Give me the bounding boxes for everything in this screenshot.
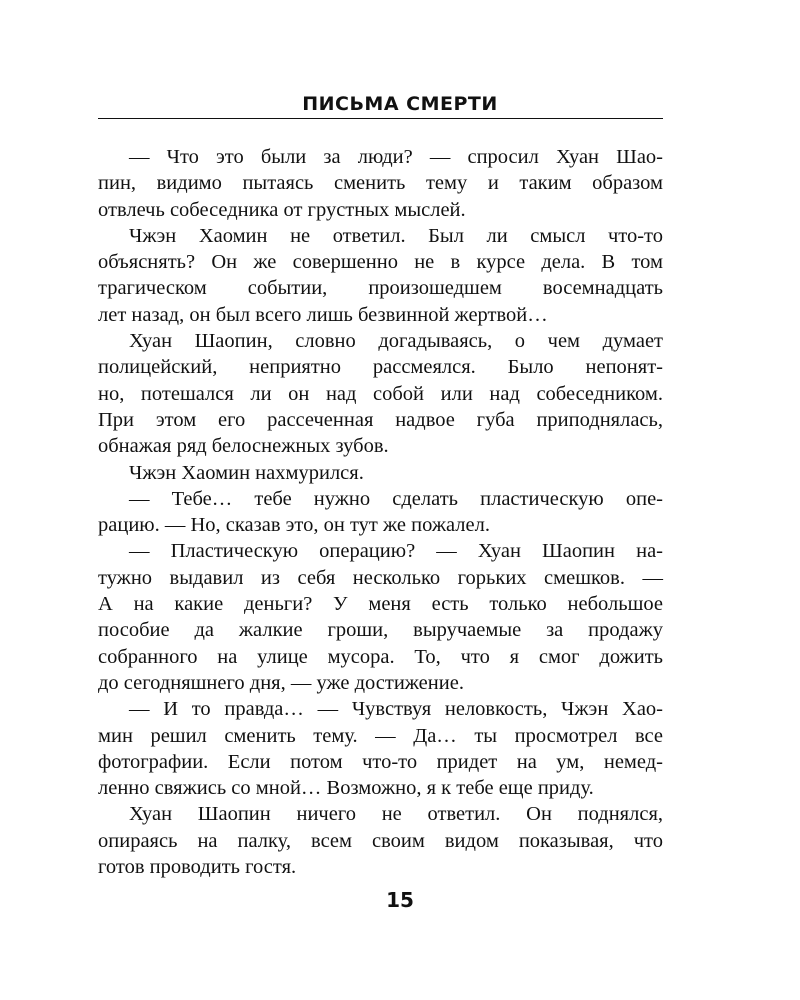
text-line: А на какие деньги? У меня есть только небольшое: [98, 593, 663, 616]
text-line: При этом его рассеченная надвое губа приподнялась,: [98, 408, 663, 431]
text-line: но, потешался ли он над собой или над собеседником.: [98, 382, 663, 405]
text-line: трагическом событии, произошедшем восемнадцать: [98, 277, 663, 300]
text-line: — Пластическую операцию? — Хуан Шаопин на-: [129, 540, 663, 563]
page-number: 15: [386, 888, 414, 912]
text-line: готов проводить гостя.: [98, 856, 297, 879]
text-line: собранного на улице мусора. То, что я смог дожить: [98, 645, 663, 668]
text-line: опираясь на палку, всем своим видом показывая, что: [98, 829, 663, 852]
text-line: обнажая ряд белоснежных зубов.: [98, 435, 389, 458]
text-line: — Тебе… тебе нужно сделать пластическую опе-: [129, 487, 663, 510]
text-line: тужно выдавил из себя несколько горьких смешков. —: [98, 566, 663, 589]
body-text: [98, 144, 663, 880]
text-line: пин, видимо пытаясь сменить тему и таким образом: [98, 172, 663, 195]
header-rule: [98, 118, 663, 119]
text-line: отвлечь собеседника от грустных мыслей.: [98, 198, 466, 221]
text-line: лет назад, он был всего лишь безвинной жертвой…: [98, 303, 548, 326]
text-line: фотографии. Если потом что-то придет на ум, немед-: [98, 750, 663, 773]
text-line: пособие да жалкие гроши, выручаемые за продажу: [98, 619, 663, 642]
text-line: до сегодняшнего дня, — уже достижение.: [98, 671, 464, 694]
text-line: мин решил сменить тему. — Да… ты просмотрел все: [98, 724, 663, 747]
text-line: рацию. — Но, сказав это, он тут же пожалел.: [98, 514, 490, 537]
text-line: Чжэн Хаомин нахмурился.: [129, 461, 364, 484]
text-line: — Что это были за люди? — спросил Хуан Шао-: [129, 146, 663, 168]
running-title: ПИСЬМА СМЕРТИ: [302, 93, 498, 115]
text-line: Хуан Шаопин ничего не ответил. Он поднялся,: [129, 803, 663, 826]
text-line: полицейский, неприятно рассмеялся. Было непонят-: [98, 356, 663, 379]
text-line: Чжэн Хаомин не ответил. Был ли смысл что-то: [129, 224, 663, 247]
text-line: ленно свяжись со мной… Возможно, я к тебе еще приду.: [98, 777, 594, 800]
text-line: объяснять? Он же совершенно не в курсе дела. В том: [98, 251, 663, 274]
text-line: Хуан Шаопин, словно догадываясь, о чем думает: [129, 330, 663, 353]
text-line: — И то правда… — Чувствуя неловкость, Чжэн Хао-: [129, 698, 663, 721]
